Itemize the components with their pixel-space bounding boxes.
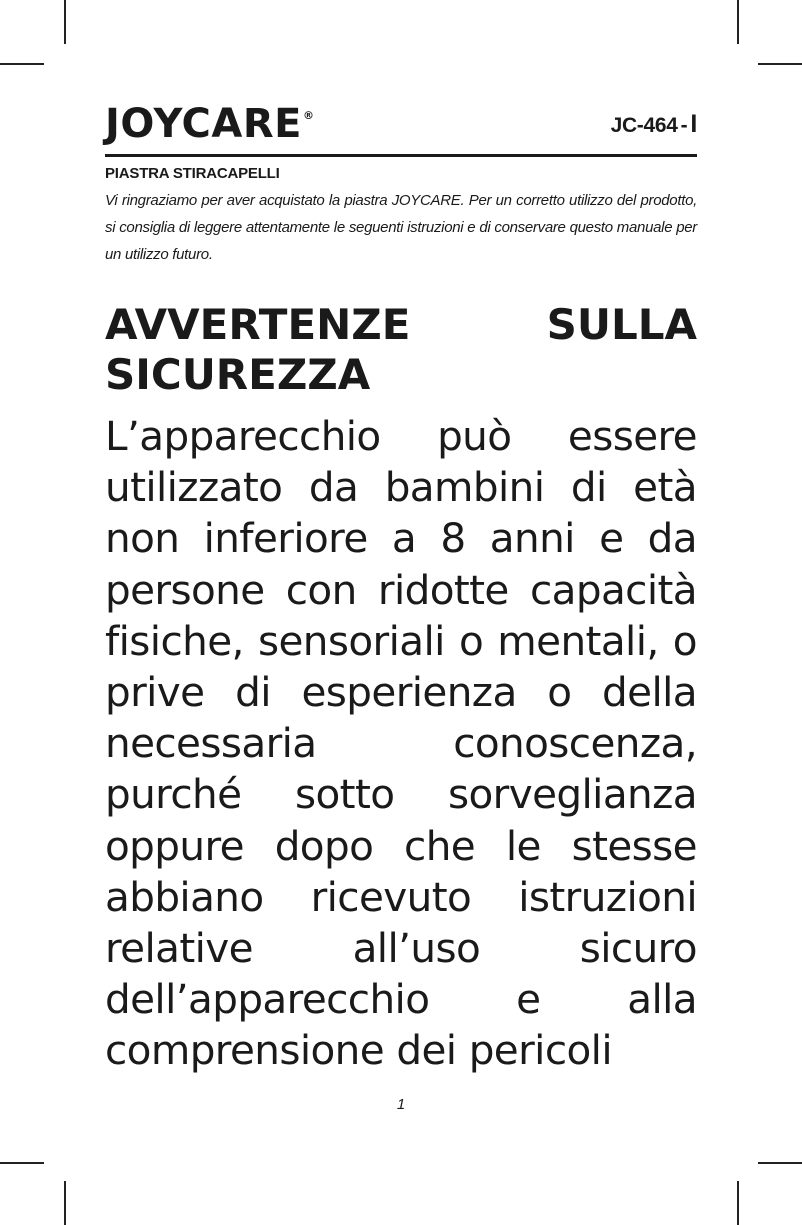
product-title: PIASTRA STIRACAPELLI	[105, 165, 280, 182]
section-body: L’apparecchio può essere utilizzato da bambini di età non inferiore a 8 anni e da persone con ridotte capacità fisiche, sensoriali o mentali, o prive di esperienza o della necessaria conoscenza, purché sotto sorveglianza oppure dopo che le stesse abbiano ricevuto istruzioni relative all’uso sicuro dell’apparecchio e alla comprensione dei pericoli	[105, 412, 697, 1075]
crop-mark-top-left-horizontal	[0, 63, 44, 65]
crop-mark-top-right-vertical	[737, 0, 739, 44]
crop-mark-bottom-right-horizontal	[758, 1162, 802, 1164]
crop-mark-bottom-left-vertical	[64, 1181, 66, 1225]
brand-logo	[105, 100, 314, 148]
page-header	[105, 100, 697, 148]
page-number: 1	[396, 1096, 406, 1113]
model-separator: -	[680, 114, 688, 137]
language-code: I	[690, 110, 697, 138]
crop-mark-bottom-left-horizontal	[0, 1162, 44, 1164]
registered-mark: ®	[302, 109, 315, 122]
crop-mark-bottom-right-vertical	[737, 1181, 739, 1225]
header-divider	[105, 154, 697, 157]
crop-mark-top-left-vertical	[64, 0, 66, 44]
section-heading: AVVERTENZE SULLA SICUREZZA	[105, 300, 697, 399]
model-number: JC-464	[610, 114, 678, 137]
brand-name: JOYCARE	[105, 101, 302, 147]
intro-paragraph: Vi ringraziamo per aver acquistato la piastra JOYCARE. Per un corretto utilizzo del prodotto, si consiglia di leggere attentamente le seguenti istruzioni e di conservare questo manuale per un utilizzo futuro.	[105, 192, 697, 263]
crop-mark-top-right-horizontal	[758, 63, 802, 65]
model-code	[611, 106, 697, 144]
